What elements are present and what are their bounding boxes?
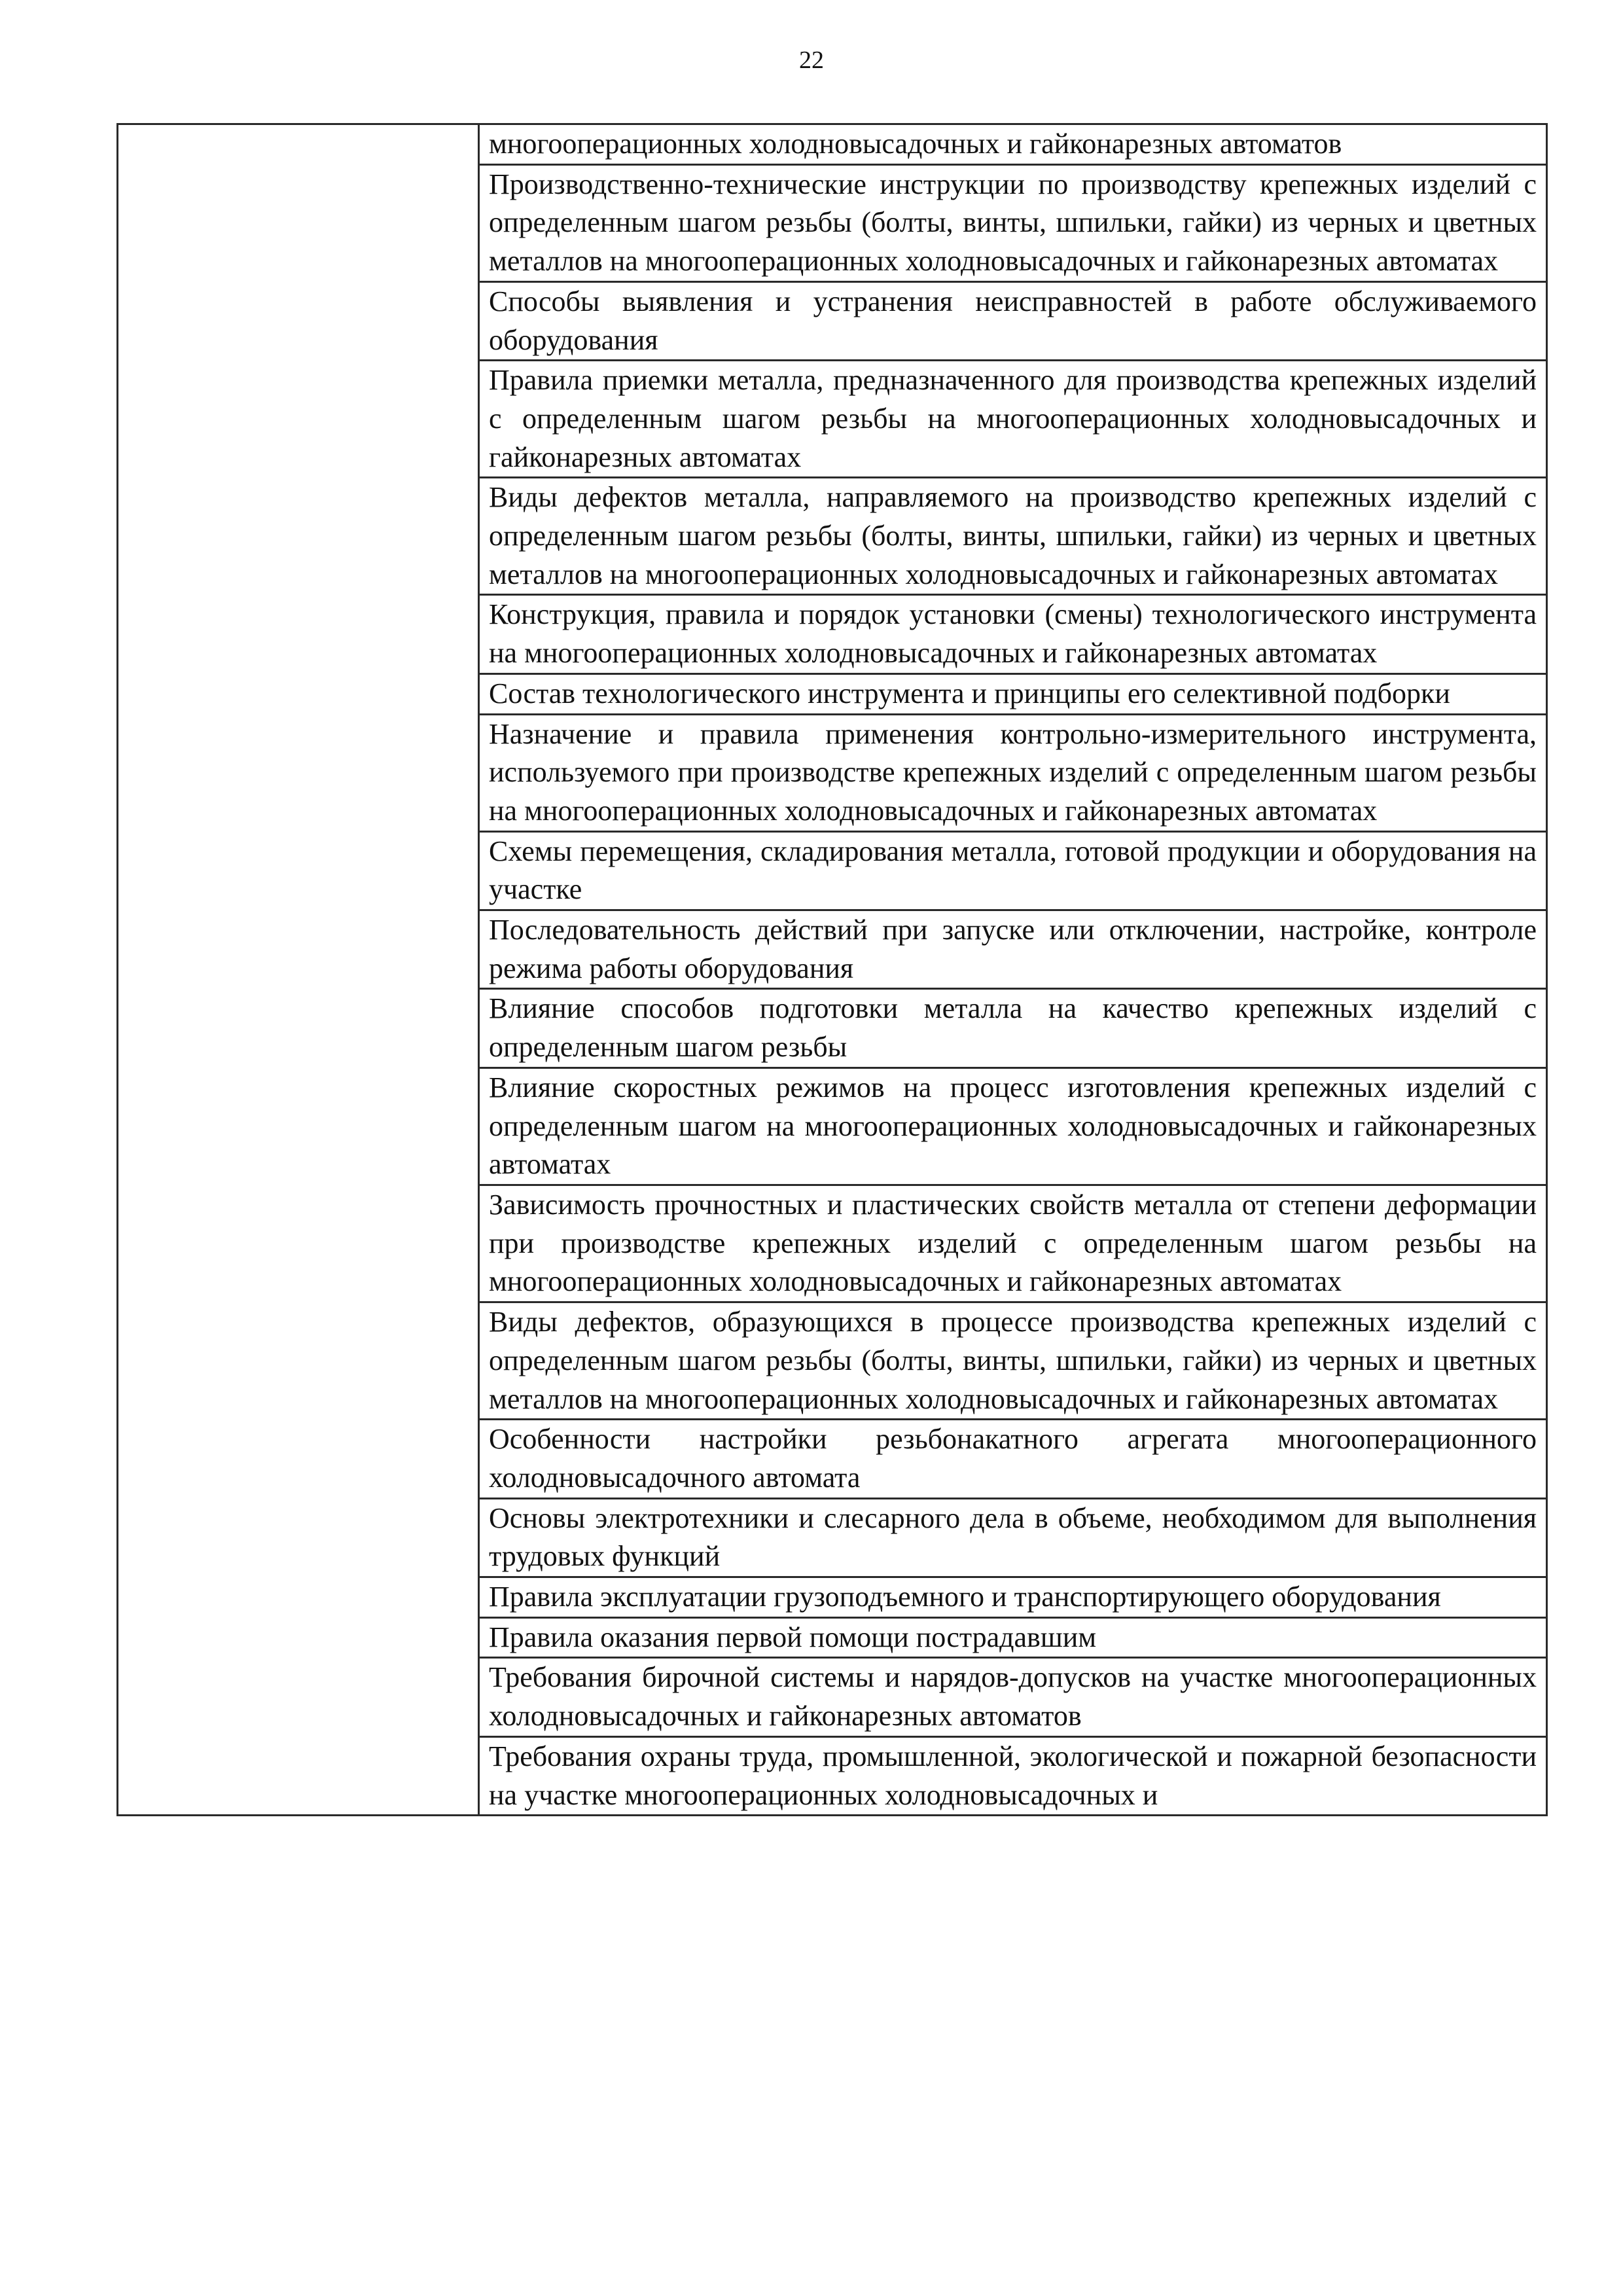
knowledge-requirements-table [116,123,1548,1816]
table-cell [479,831,1547,910]
table-cell [479,910,1547,989]
table-cell [479,281,1547,360]
table-cell [479,478,1547,595]
table-cell [479,164,1547,281]
row-text: Требования бирочной системы и нарядов-допусков на участке многооперационных холодновысадочных и гайконарезных автоматов [489,1661,1537,1732]
row-text: Требования охраны труда, промышленной, экологической и пожарной безопасности на участке многооперационных холодновысадочных и [489,1740,1537,1811]
row-text: Влияние способов подготовки металла на качество крепежных изделий с определенным шагом резьбы [489,992,1537,1064]
row-text: Правила эксплуатации грузоподъемного и транспортирующего оборудования [489,1581,1441,1613]
table-cell [479,1736,1547,1815]
row-text: Правила приемки металла, предназначенного для производства крепежных изделий с определенным шагом резьбы на многооперационных холодновысадочных и гайконарезных автоматах [489,364,1537,473]
table-cell [479,1658,1547,1736]
row-text: Виды дефектов металла, направляемого на производство крепежных изделий с определенным шагом резьбы (болты, винты, шпильки, гайки) из черных и цветных металлов на многооперационных холодновысадочных и гайконарезных автоматах [489,481,1537,590]
row-text: Способы выявления и устранения неисправностей в работе обслуживаемого оборудования [489,285,1537,356]
table-cell [479,1617,1547,1658]
table-cell [479,1420,1547,1498]
row-text: Назначение и правила применения контрольно-измерительного инструмента, используемого при производстве крепежных изделий с определенным шагом резьбы на многооперационных холодновысадочных и гайконарезных автоматах [489,717,1537,827]
table-cell [479,595,1547,673]
table-cell [479,1302,1547,1420]
table-cell [479,1577,1547,1618]
row-text: Производственно-технические инструкции по производству крепежных изделий с определенным шагом резьбы (болты, винты, шпильки, гайки) из черных и цветных металлов на многооперационных холодновысадочных и гайконарезных автоматах [489,168,1537,278]
page-number: 22 [799,46,824,74]
row-text: Состав технологического инструмента и принципы его селективной подборки [489,677,1450,709]
table-row [118,124,1547,165]
row-text: Конструкция, правила и порядок установки (смены) технологического инструмента на многооперационных холодновысадочных и гайконарезных автоматах [489,598,1537,670]
row-text: Правила оказания первой помощи пострадавшим [489,1621,1097,1653]
table-left-cell [118,124,479,1816]
table-cell [479,673,1547,714]
table-cell [479,1067,1547,1185]
table-cell [479,1185,1547,1302]
row-text: Особенности настройки резьбонакатного агрегата многооперационного холодновысадочного автомата [489,1423,1537,1494]
row-text: Схемы перемещения, складирования металла, готовой продукции и оборудования на участке [489,834,1537,906]
table-cell [479,361,1547,478]
row-text: Виды дефектов, образующихся в процессе производства крепежных изделий с определенным шагом резьбы (болты, винты, шпильки, гайки) из черных и цветных металлов на многооперационных холодновысадочных и гайконарезных автоматах [489,1306,1537,1415]
row-text: Последовательность действий при запуске или отключении, настройке, контроле режима работы оборудования [489,914,1537,984]
row-text: Зависимость прочностных и пластических свойств металла от степени деформации при производстве крепежных изделий с определенным шагом резьбы на многооперационных холодновысадочных и гайконарезных автоматах [489,1188,1537,1298]
table-cell [479,1498,1547,1577]
row-text: многооперационных холодновысадочных и гайконарезных автоматов [489,128,1342,160]
row-text: Влияние скоростных режимов на процесс изготовления крепежных изделий с определенным шагом на многооперационных холодновысадочных и гайконарезных автоматах [489,1071,1537,1181]
table-cell [479,989,1547,1067]
table-cell [479,124,1547,165]
table-cell [479,714,1547,831]
row-text: Основы электротехники и слесарного дела в объеме, необходимом для выполнения трудовых функций [489,1501,1537,1573]
